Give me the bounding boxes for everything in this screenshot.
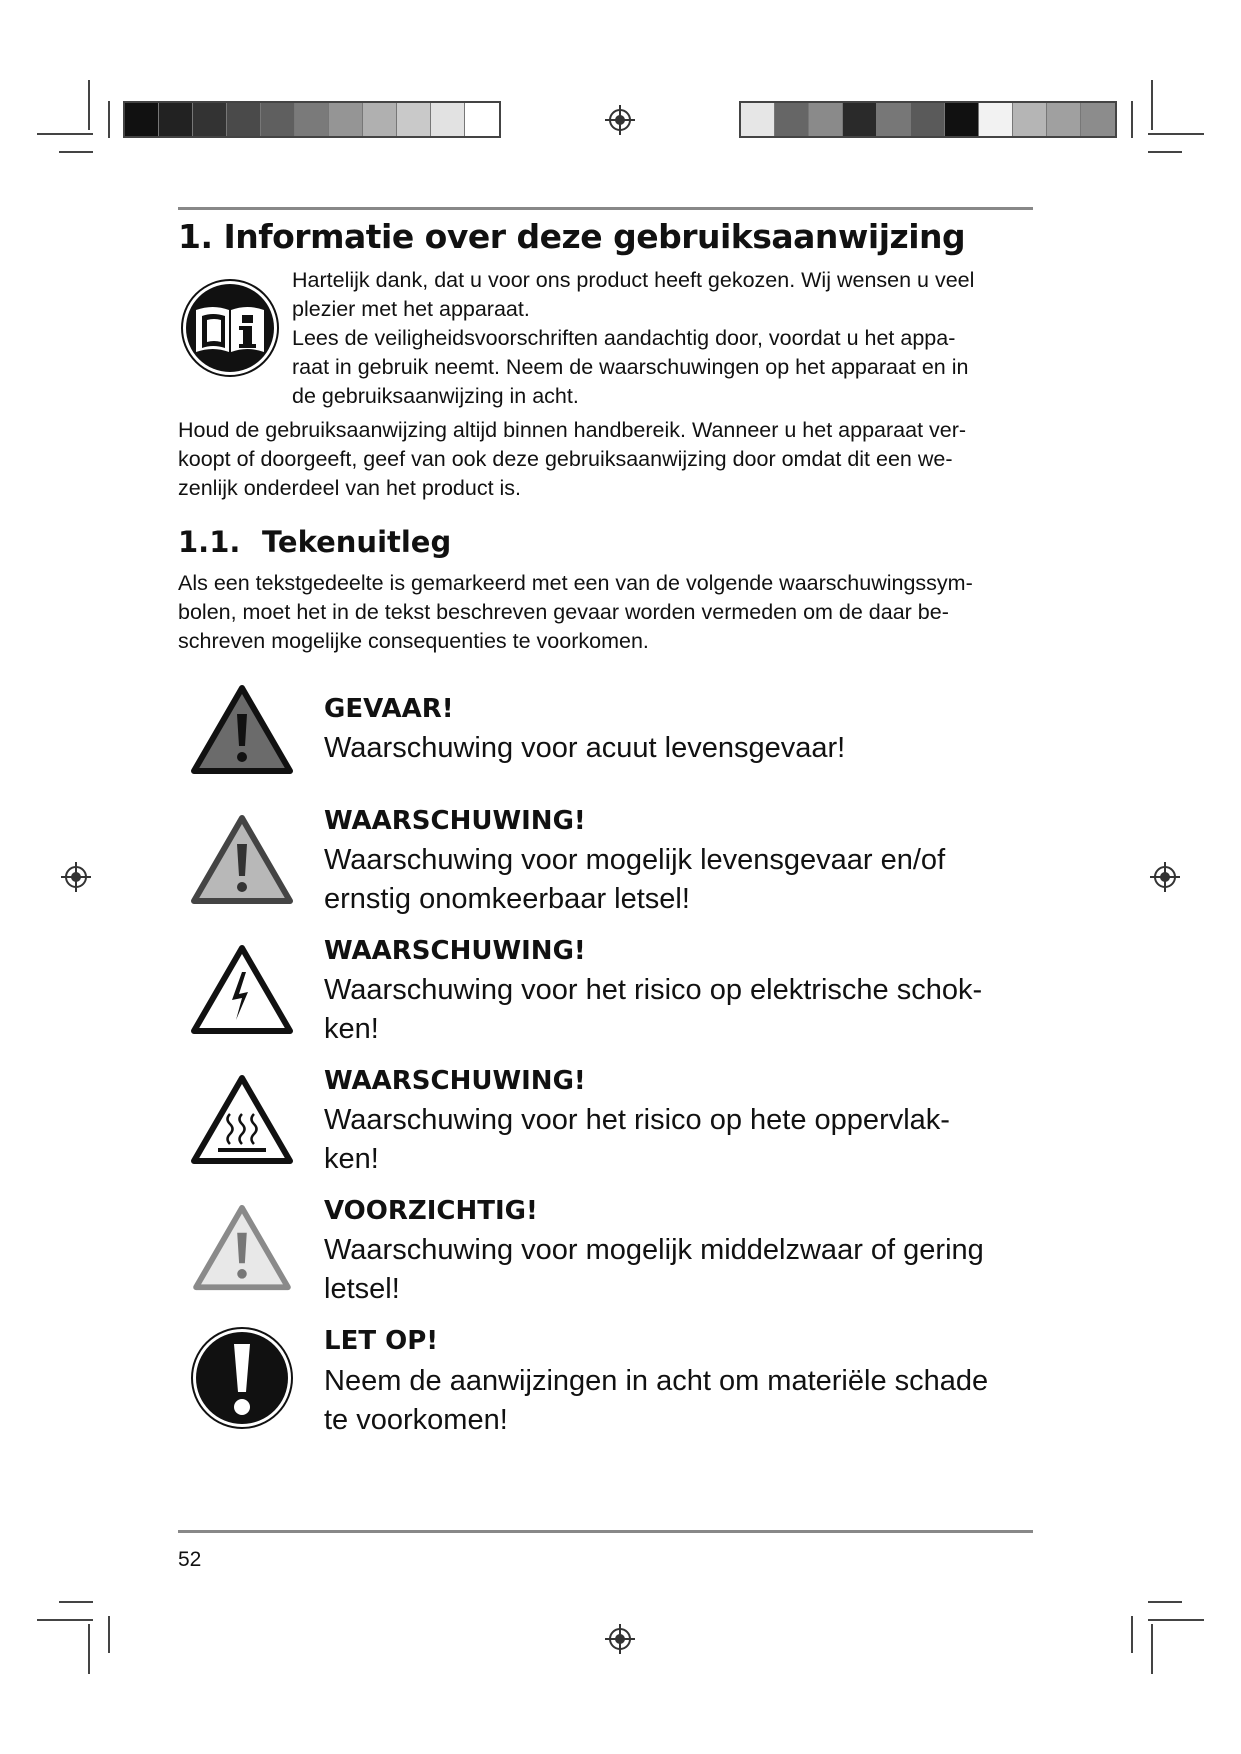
symbol-description: Waarschuwing voor mogelijk middelzwaar of gering letsel! <box>324 1234 984 1305</box>
color-patch <box>397 103 431 136</box>
header-rule <box>178 207 1033 210</box>
color-patch <box>809 103 843 136</box>
color-patch <box>843 103 877 136</box>
intro-paragraph: Hartelijk dank, dat u voor ons product heeft gekozen. Wij wensen u veel plezier met het apparaat. Lees de veiligheidsvoorschriften aandachtig door, voordat u het appa- raat in gebruik neemt. Neem de waarschuwingen op het apparaat en in de gebruiksaanwijzing in acht. <box>292 268 975 408</box>
electric-shock-icon <box>190 944 294 1036</box>
symbol-title: WAARSCHUWING! <box>324 1066 586 1096</box>
color-patch <box>979 103 1013 136</box>
symbol-description: Waarschuwing voor acuut levensgevaar! <box>324 732 846 764</box>
color-patch <box>1081 103 1115 136</box>
color-patch <box>363 103 397 136</box>
color-patch <box>431 103 465 136</box>
registration-mark-icon <box>605 105 635 135</box>
body-paragraph: Houd de gebruiksaanwijzing altijd binnen handbereik. Wanneer u het apparaat ver- koopt of doorgeeft, geef van ook deze gebruiksaanwijzing door omdat dit een we- zenlijk onderdeel van het product is. <box>178 418 967 500</box>
color-patch <box>227 103 261 136</box>
section-heading: 1. Informatie over deze gebruiksaanwijzing <box>178 217 966 256</box>
color-patch <box>945 103 979 136</box>
hot-surface-icon <box>190 1074 294 1166</box>
registration-mark-icon <box>61 862 91 892</box>
color-patch <box>911 103 945 136</box>
color-patch <box>465 103 499 136</box>
symbol-description: Neem de aanwijzingen in acht om materiële schade te voorkomen! <box>324 1365 989 1436</box>
caution-triangle-icon <box>192 1204 292 1292</box>
symbol-title: LET OP! <box>324 1326 439 1356</box>
symbol-title: GEVAAR! <box>324 694 454 724</box>
registration-mark-icon <box>605 1624 635 1654</box>
registration-mark-icon <box>1150 862 1180 892</box>
subsection-heading: 1.1. Tekenuitleg <box>178 525 452 559</box>
danger-triangle-icon <box>190 684 294 776</box>
color-patch <box>1013 103 1047 136</box>
warning-triangle-icon <box>190 814 294 906</box>
subsection-paragraph: Als een tekstgedeelte is gemarkeerd met een van de volgende waarschuwingssym- bolen, moet het in de tekst beschreven gevaar worden vermeden om de daar be- schreven mogelijke consequenties te voorkomen. <box>178 571 973 653</box>
color-patch <box>329 103 363 136</box>
symbol-description: Waarschuwing voor het risico op hete oppervlak- ken! <box>324 1104 950 1175</box>
symbol-description: Waarschuwing voor mogelijk levensgevaar en/of ernstig onomkeerbaar letsel! <box>324 844 946 915</box>
color-control-strip-left <box>123 101 501 138</box>
color-patch <box>193 103 227 136</box>
color-patch <box>741 103 775 136</box>
color-control-strip-right <box>739 101 1117 138</box>
symbol-title: WAARSCHUWING! <box>324 936 586 966</box>
color-patch <box>261 103 295 136</box>
color-patch <box>1047 103 1081 136</box>
footer-rule <box>178 1530 1033 1533</box>
page-number: 52 <box>178 1548 202 1571</box>
symbol-description: Waarschuwing voor het risico op elektrische schok- ken! <box>324 974 983 1045</box>
symbol-title: WAARSCHUWING! <box>324 806 586 836</box>
notice-exclamation-icon <box>190 1326 294 1430</box>
manual-info-icon <box>180 278 280 378</box>
color-patch <box>775 103 809 136</box>
color-patch <box>159 103 193 136</box>
color-patch <box>877 103 911 136</box>
symbol-title: VOORZICHTIG! <box>324 1196 538 1226</box>
color-patch <box>125 103 159 136</box>
color-patch <box>295 103 329 136</box>
